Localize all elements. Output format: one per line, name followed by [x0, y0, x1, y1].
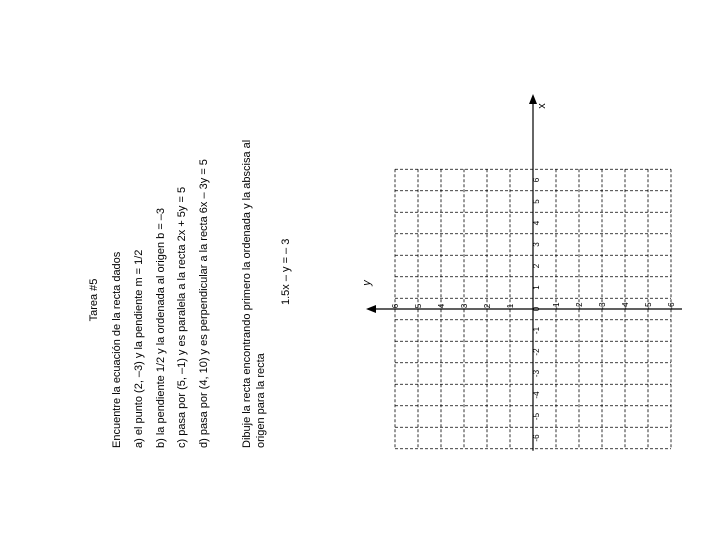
x-tick-label: -1 — [532, 326, 541, 335]
x-tick-label: -6 — [532, 434, 541, 442]
y-tick-label: 1 — [506, 303, 515, 309]
page-title: Tarea #5 — [88, 278, 100, 322]
x-tick-label: -2 — [532, 348, 541, 356]
worksheet-text — [88, 140, 292, 448]
y-tick-label: -3 — [598, 302, 607, 310]
x-tick-label: 5 — [532, 199, 541, 204]
x-axis-label: x — [536, 103, 548, 109]
y-tick-label: -1 — [552, 302, 561, 310]
item-d: d) pasa por (4, 10) y es perpendicular a la recta 6x – 3y = 5 — [198, 159, 210, 448]
y-axis-arrow — [366, 305, 376, 313]
x-tick-label: 3 — [532, 242, 541, 247]
y-tick-label: 5 — [414, 303, 423, 309]
axes — [366, 94, 682, 451]
equation: 1.5x – y = – 3 — [280, 238, 292, 305]
x-tick-label: 4 — [532, 220, 541, 226]
intro-text: Encuentre la ecuación de la recta dados — [111, 251, 123, 448]
item-c: c) pasa por (5, –1) y es paralela a la recta 2x + 5y = 5 — [176, 186, 188, 448]
x-tick-label: -3 — [532, 369, 541, 378]
draw-instruction-line1: Dibuje la recta encontrando primero la ordenada y la abscisa al — [241, 139, 253, 448]
x-tick-label: 2 — [532, 263, 541, 269]
item-a: a) el punto (2, –3) y la pendiente m = 1/2 — [133, 249, 145, 448]
x-tick-label: 1 — [532, 285, 541, 290]
item-b: b) la pendiente 1/2 y la ordenada al origen b = –3 — [155, 207, 167, 448]
y-tick-label: 6 — [391, 303, 400, 309]
x-tick-label: 6 — [532, 177, 541, 183]
coordinate-graph — [361, 94, 682, 451]
y-tick-label: 2 — [483, 303, 492, 309]
y-tick-label: 3 — [460, 303, 469, 309]
x-tick-label: -4 — [532, 391, 541, 399]
y-tick-label: -5 — [644, 302, 653, 310]
y-tick-label: -4 — [621, 302, 630, 310]
x-tick-label: 0 — [532, 306, 541, 312]
x-axis-arrow — [529, 94, 537, 104]
y-tick-label: -2 — [575, 302, 584, 310]
x-tick-label: -5 — [532, 412, 541, 421]
draw-instruction-line2: origen para la recta — [255, 353, 267, 448]
y-axis-label: y — [361, 280, 373, 286]
y-tick-label: 4 — [437, 303, 446, 309]
y-tick-label: -6 — [667, 302, 676, 310]
